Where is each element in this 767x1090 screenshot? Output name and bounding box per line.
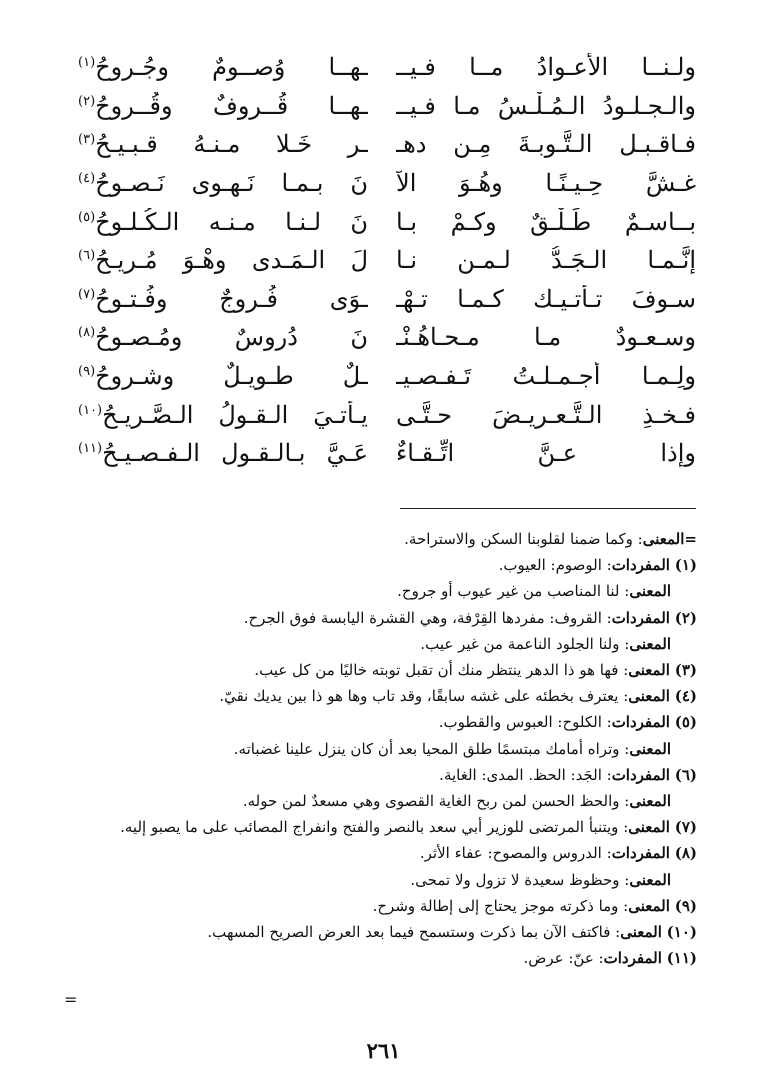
- verse-word: الـمُـلْـسُ: [497, 91, 586, 120]
- verse-word: مِـن: [453, 130, 492, 159]
- footnote-number: (١١): [666, 949, 697, 968]
- verse-last-word: [78, 208, 179, 236]
- footnote-text: : القروف: مفردها القِرْفة، وهي القشرة اليابسة فوق الجرح.: [243, 608, 612, 627]
- verse-last-word: [78, 323, 182, 351]
- footnote-marker: (١٠): [78, 402, 103, 418]
- footnote-text: : الجَد: الحظ. المدى: الغاية.: [439, 765, 612, 784]
- footnote-label: المعنى: [620, 923, 662, 942]
- footnote-text: : ولنا الجلود الناعمة من غير عيب.: [420, 634, 630, 653]
- footnote-number: (٧): [674, 818, 697, 837]
- footnote-label: المفردات: [603, 949, 662, 968]
- footnote-line: [82, 683, 697, 709]
- poem-verse: [78, 434, 696, 473]
- verse-last-word: [78, 285, 167, 313]
- footnote-text: : فها هو ذا الدهر ينتظر منك أن تقبل توبته خاليًا من كل عيب.: [254, 661, 629, 680]
- verse-word: عَـيَّ: [326, 439, 368, 468]
- footnote-number: (٣): [674, 661, 697, 680]
- verse-word: ومُـصـوحُ: [95, 323, 183, 352]
- verse-second-hemistich: [78, 362, 368, 390]
- poem-verse: [78, 202, 696, 241]
- footnote-marker: (٢): [78, 93, 96, 109]
- footnote-label: المعنى: [629, 792, 671, 811]
- footnote-text: : الوصوم: العيوب.: [498, 556, 612, 575]
- verse-word: بـالـقـولِ: [221, 439, 306, 468]
- verse-word: مـنـه: [208, 207, 256, 236]
- verse-word: نَ: [350, 169, 368, 198]
- verse-second-hemistich: [78, 208, 368, 236]
- footnote-marker: (٧): [78, 286, 96, 302]
- footnote-marker: (٩): [78, 364, 96, 380]
- verse-word: ـرٍ: [347, 130, 368, 159]
- verse-word: نَـهـوى: [191, 169, 255, 198]
- footnote-text: : فاكتف الآن بما ذكرت وستسمح فيما بعد العرض الصريح المسهب.: [207, 923, 621, 942]
- footnote-line: [82, 788, 697, 814]
- footnote-marker: (١١): [78, 441, 103, 457]
- verse-word: الـكُـلـوحُ: [95, 207, 180, 236]
- verse-word: مــا: [469, 53, 504, 82]
- footnote-text: : وحظوظ سعيدة لا تزول ولا تمحى.: [410, 870, 630, 889]
- verse-word: وجُـروحُ: [95, 53, 169, 82]
- verse-word: والـجـلـودُ: [602, 91, 696, 120]
- verse-word: كـمـا: [457, 284, 504, 313]
- verse-word: طَـلْـقٌ: [530, 207, 592, 236]
- verse-word: مـا: [534, 323, 562, 352]
- poem: [78, 48, 696, 473]
- page-number: ٢٦١: [366, 1038, 401, 1063]
- verse-word: الـتَّـوبـةَ: [518, 130, 593, 159]
- footnote-marker: (٥): [78, 209, 96, 225]
- footnote-text: : الكلوح: العبوس والقطوب.: [438, 713, 612, 732]
- footnote-marker: (١): [78, 55, 96, 71]
- poem-verse: [78, 395, 696, 434]
- footnote-line: [82, 736, 697, 762]
- verse-last-word: [78, 130, 158, 158]
- verse-second-hemistich: [78, 401, 368, 429]
- footnote-line: [82, 709, 697, 735]
- verse-word: فـيــ: [396, 53, 436, 82]
- verse-first-hemistich: [396, 285, 696, 313]
- footnote-label: المعنى: [629, 634, 671, 653]
- poem-verse: [78, 280, 696, 319]
- footnote-marker: (٤): [78, 171, 96, 187]
- verse-word: ـوَى: [329, 284, 368, 313]
- verse-word: ـهــا: [328, 53, 368, 82]
- verse-word: ولـنــا: [641, 53, 696, 82]
- footnote-number: (٩): [674, 896, 697, 915]
- verse-word: الآ: [396, 169, 417, 198]
- poem-verse: [78, 241, 696, 280]
- verse-word: مـحـاهُـنْـ: [396, 323, 480, 352]
- footnote-line: [82, 840, 697, 866]
- footnote-number: (٤): [674, 687, 697, 706]
- verse-word: وشـروحُ: [95, 362, 175, 391]
- footnote-separator: [400, 508, 696, 509]
- verse-last-word: [78, 439, 200, 467]
- verse-word: غـشَّ: [645, 169, 696, 198]
- verse-word: قـبـيـحُ: [95, 130, 158, 159]
- verse-word: فـخـذِ: [642, 400, 696, 429]
- footnote-text: : والحظ الحسن لمن ربح الغاية القصوى وهي مسعدٌ لمن حوله.: [242, 792, 630, 811]
- margin-continuation-mark: =: [64, 990, 78, 1009]
- footnote-number: (٢): [674, 608, 697, 627]
- footnote-text: : لنا المناصب من غير عيوب أو جروح.: [397, 582, 630, 601]
- verse-first-hemistich: [396, 362, 696, 390]
- verse-first-hemistich: [396, 323, 696, 351]
- verse-word: وهُـوَ: [459, 169, 503, 198]
- verse-first-hemistich: [396, 169, 696, 197]
- verse-word: نَـصـوحُ: [95, 169, 165, 198]
- verse-last-word: [78, 53, 169, 81]
- verse-word: عـنَّ: [537, 439, 578, 468]
- footnote-line: [82, 919, 697, 945]
- footnote-text: : الدروس والمصوح: عفاء الأثر.: [419, 844, 612, 863]
- poem-verse: [78, 357, 696, 396]
- footnote-label: المعنى: [628, 661, 670, 680]
- verse-word: إنَّـمـا: [647, 246, 696, 275]
- verse-word: تَـفـصـيـ: [396, 362, 472, 391]
- verse-word: لـنـا: [285, 207, 322, 236]
- footnote-text: : عنّ: عرض.: [523, 949, 604, 968]
- verse-word: الـفـصـيـحُ: [102, 439, 200, 468]
- verse-first-hemistich: [396, 130, 696, 158]
- verse-word: مُـريـحُ: [95, 246, 158, 275]
- verse-word: دُروسٌ: [234, 323, 298, 352]
- verse-last-word: [78, 246, 157, 274]
- footnote-line: [82, 605, 697, 631]
- footnote-number: (٥): [674, 713, 697, 732]
- footnote-marker: (٣): [78, 132, 96, 148]
- verse-second-hemistich: [78, 246, 368, 274]
- verse-last-word: [78, 169, 165, 197]
- verse-word: وُصــومٌ: [212, 53, 286, 82]
- footnote-label: المفردات: [611, 608, 670, 627]
- footnote-label: =المعنى: [642, 530, 697, 548]
- footnotes: [82, 526, 697, 971]
- verse-word: وفُـتـوحُ: [95, 284, 168, 313]
- poem-verse: [78, 125, 696, 164]
- verse-word: خَـلا: [275, 130, 313, 159]
- footnote-label: المفردات: [611, 556, 670, 575]
- verse-word: دهـ: [396, 130, 427, 159]
- verse-first-hemistich: [396, 92, 696, 120]
- verse-word: بـمـا: [281, 169, 324, 198]
- footnote-text: : وما ذكرته موجز يحتاج إلى إطالة وشرح.: [372, 896, 629, 915]
- verse-word: مـا: [453, 91, 481, 120]
- verse-last-word: [78, 401, 193, 429]
- verse-word: وكـمْ: [450, 207, 497, 236]
- poem-verse: [78, 164, 696, 203]
- footnote-label: المعنى: [628, 818, 670, 837]
- verse-word: فـيــ: [396, 91, 436, 120]
- verse-word: يـأتـيَ: [313, 400, 368, 429]
- verse-second-hemistich: [78, 439, 368, 467]
- verse-word: ـهــا: [328, 91, 368, 120]
- verse-word: تـهْـ: [396, 284, 428, 313]
- footnote-label: المعنى: [629, 739, 671, 758]
- verse-word: الـجَـدُّ: [551, 246, 608, 275]
- verse-word: الـمَـدى: [251, 246, 326, 275]
- footnote-line: [82, 893, 697, 919]
- footnote-number: (١): [674, 556, 697, 575]
- verse-word: نـا: [396, 246, 418, 275]
- footnote-text: : يعترف بخطئه على غشه سابقًا، وقد تاب وها هو ذا بين يديك نقيّ.: [219, 687, 629, 706]
- verse-word: وقُــروحُ: [95, 91, 173, 120]
- verse-second-hemistich: [78, 92, 368, 120]
- verse-word: بـا: [396, 207, 418, 236]
- footnote-label: المفردات: [611, 713, 670, 732]
- verse-first-hemistich: [396, 53, 696, 81]
- verse-word: نَ: [350, 323, 368, 352]
- footnote-label: المعنى: [629, 582, 671, 601]
- poem-verse: [78, 48, 696, 87]
- verse-last-word: [78, 92, 173, 120]
- verse-word: الأعـوادُ: [536, 53, 609, 82]
- footnote-line: [82, 814, 697, 840]
- verse-word: الـصَّـريـحُ: [102, 400, 194, 429]
- footnote-number: (٦): [674, 765, 697, 784]
- poem-verse: [78, 318, 696, 357]
- footnote-line: [82, 631, 697, 657]
- verse-word: أجـمـلـتُ: [512, 362, 601, 391]
- verse-last-word: [78, 362, 174, 390]
- verse-first-hemistich: [396, 246, 696, 274]
- footnote-line: [82, 867, 697, 893]
- verse-word: ولِـمـا: [641, 362, 696, 391]
- footnote-line: [82, 552, 697, 578]
- verse-word: لَ: [350, 246, 368, 275]
- verse-word: تـأتـيـك: [533, 284, 603, 313]
- verse-word: الـتَّـعـريـضَ: [492, 400, 603, 429]
- verse-word: وسـعـودٌ: [615, 323, 696, 352]
- verse-word: طـويـلٌ: [223, 362, 294, 391]
- verse-word: سـوفَ: [631, 284, 696, 313]
- verse-word: فـاقـبـلِ: [619, 130, 696, 159]
- footnote-line: [82, 762, 697, 788]
- verse-second-hemistich: [78, 53, 368, 81]
- verse-second-hemistich: [78, 285, 368, 313]
- footnote-marker: (٨): [78, 325, 96, 341]
- footnote-number: (١٠): [666, 923, 697, 942]
- verse-word: حِـيـنًـا: [545, 169, 604, 198]
- verse-word: ـلٌ: [342, 362, 368, 391]
- footnote-label: المعنى: [628, 687, 670, 706]
- verse-word: قُــروفٌ: [212, 91, 289, 120]
- verse-first-hemistich: [396, 439, 696, 467]
- verse-word: لـمـن: [457, 246, 511, 275]
- verse-word: وإذا: [660, 439, 696, 468]
- verse-second-hemistich: [78, 130, 368, 158]
- poem-verse: [78, 87, 696, 126]
- footnote-text: : ويتنبأ المرتضى للوزير أبي سعد بالنصر والفتح وانفراج المصائب على ما يصبو إليه.: [120, 818, 629, 837]
- verse-word: اتِّـقـاءٌ: [396, 439, 455, 468]
- verse-second-hemistich: [78, 323, 368, 351]
- footnote-line: [82, 526, 697, 552]
- footnote-number: (٨): [674, 844, 697, 863]
- footnote-text: : وكما ضمنا لقلوبنا السكن والاستراحة.: [404, 530, 643, 548]
- verse-word: فُـروجٌ: [219, 284, 279, 313]
- verse-word: مـنـهُ: [193, 130, 241, 159]
- footnote-label: المفردات: [611, 844, 670, 863]
- verse-word: الـقـولُ: [218, 400, 289, 429]
- footnote-line: [82, 657, 697, 683]
- verse-word: نَ: [350, 207, 368, 236]
- footnote-label: المفردات: [611, 765, 670, 784]
- footnote-marker: (٦): [78, 248, 96, 264]
- footnote-label: المعنى: [628, 896, 670, 915]
- verse-first-hemistich: [396, 208, 696, 236]
- verse-word: حـتَّـى: [396, 400, 453, 429]
- footnote-text: : وتراه أمامك مبتسمًا طلق المحيا بعد أن كان ينزل علينا غضباته.: [233, 739, 630, 758]
- footnote-label: المعنى: [629, 870, 671, 889]
- verse-word: وهْـوَ: [182, 246, 227, 275]
- verse-first-hemistich: [396, 401, 696, 429]
- verse-second-hemistich: [78, 169, 368, 197]
- footnote-line: [82, 945, 697, 971]
- footnote-line: [82, 578, 697, 604]
- verse-word: بــاسـمٌ: [624, 207, 696, 236]
